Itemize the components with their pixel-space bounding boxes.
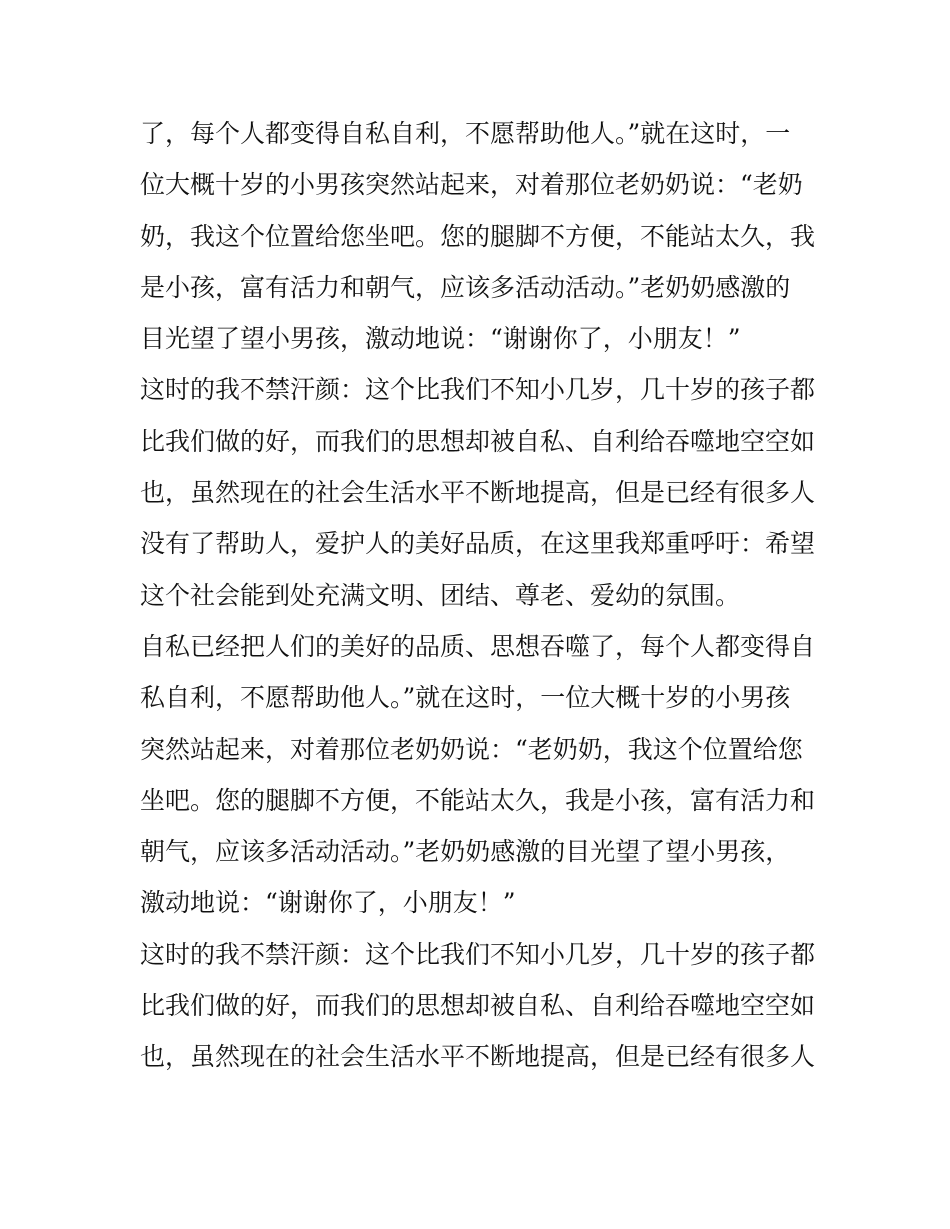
text-line: 朝气，应该多活动活动。”老奶奶感激的目光望了望小男孩， <box>140 837 791 867</box>
text-line: 目光望了望小男孩，激动地说：“谢谢你了，小朋友！” <box>140 324 741 354</box>
text-line: 也，虽然现在的社会生活水平不断地提高，但是已经有很多人 <box>140 478 816 508</box>
text-line: 比我们做的好，而我们的思想却被自私、自利给吞噬地空空如 <box>140 426 816 456</box>
text-line: 没有了帮助人，爱护人的美好品质，在这里我郑重呼吁：希望 <box>140 529 816 559</box>
text-line: 自私已经把人们的美好的品质、思想吞噬了，每个人都变得自 <box>140 631 816 661</box>
text-line: 比我们做的好，而我们的思想却被自私、自利给吞噬地空空如 <box>140 991 816 1021</box>
text-line: 激动地说：“谢谢你了，小朋友！” <box>140 888 516 918</box>
text-line: 私自利，不愿帮助他人。”就在这时，一位大概十岁的小男孩 <box>140 683 791 713</box>
text-line: 突然站起来，对着那位老奶奶说：“老奶奶，我这个位置给您 <box>140 734 803 764</box>
text-line: 这个社会能到处充满文明、团结、尊老、爱幼的氛围。 <box>140 580 741 610</box>
text-line: 奶，我这个位置给您坐吧。您的腿脚不方便，不能站太久，我 <box>140 221 816 251</box>
text-line: 位大概十岁的小男孩突然站起来，对着那位老奶奶说：“老奶 <box>140 170 803 200</box>
text-line: 也，虽然现在的社会生活水平不断地提高，但是已经有很多人 <box>140 1042 816 1072</box>
text-line: 这时的我不禁汗颜：这个比我们不知小几岁，几十岁的孩子都 <box>140 939 816 969</box>
text-line: 坐吧。您的腿脚不方便，不能站太久，我是小孩，富有活力和 <box>140 785 816 815</box>
text-line: 这时的我不禁汗颜：这个比我们不知小几岁，几十岁的孩子都 <box>140 375 816 405</box>
text-line: 是小孩，富有活力和朝气，应该多活动活动。”老奶奶感激的 <box>140 272 791 302</box>
text-line: 了，每个人都变得自私自利，不愿帮助他人。”就在这时，一 <box>140 119 791 148</box>
body-text <box>140 108 820 1083</box>
